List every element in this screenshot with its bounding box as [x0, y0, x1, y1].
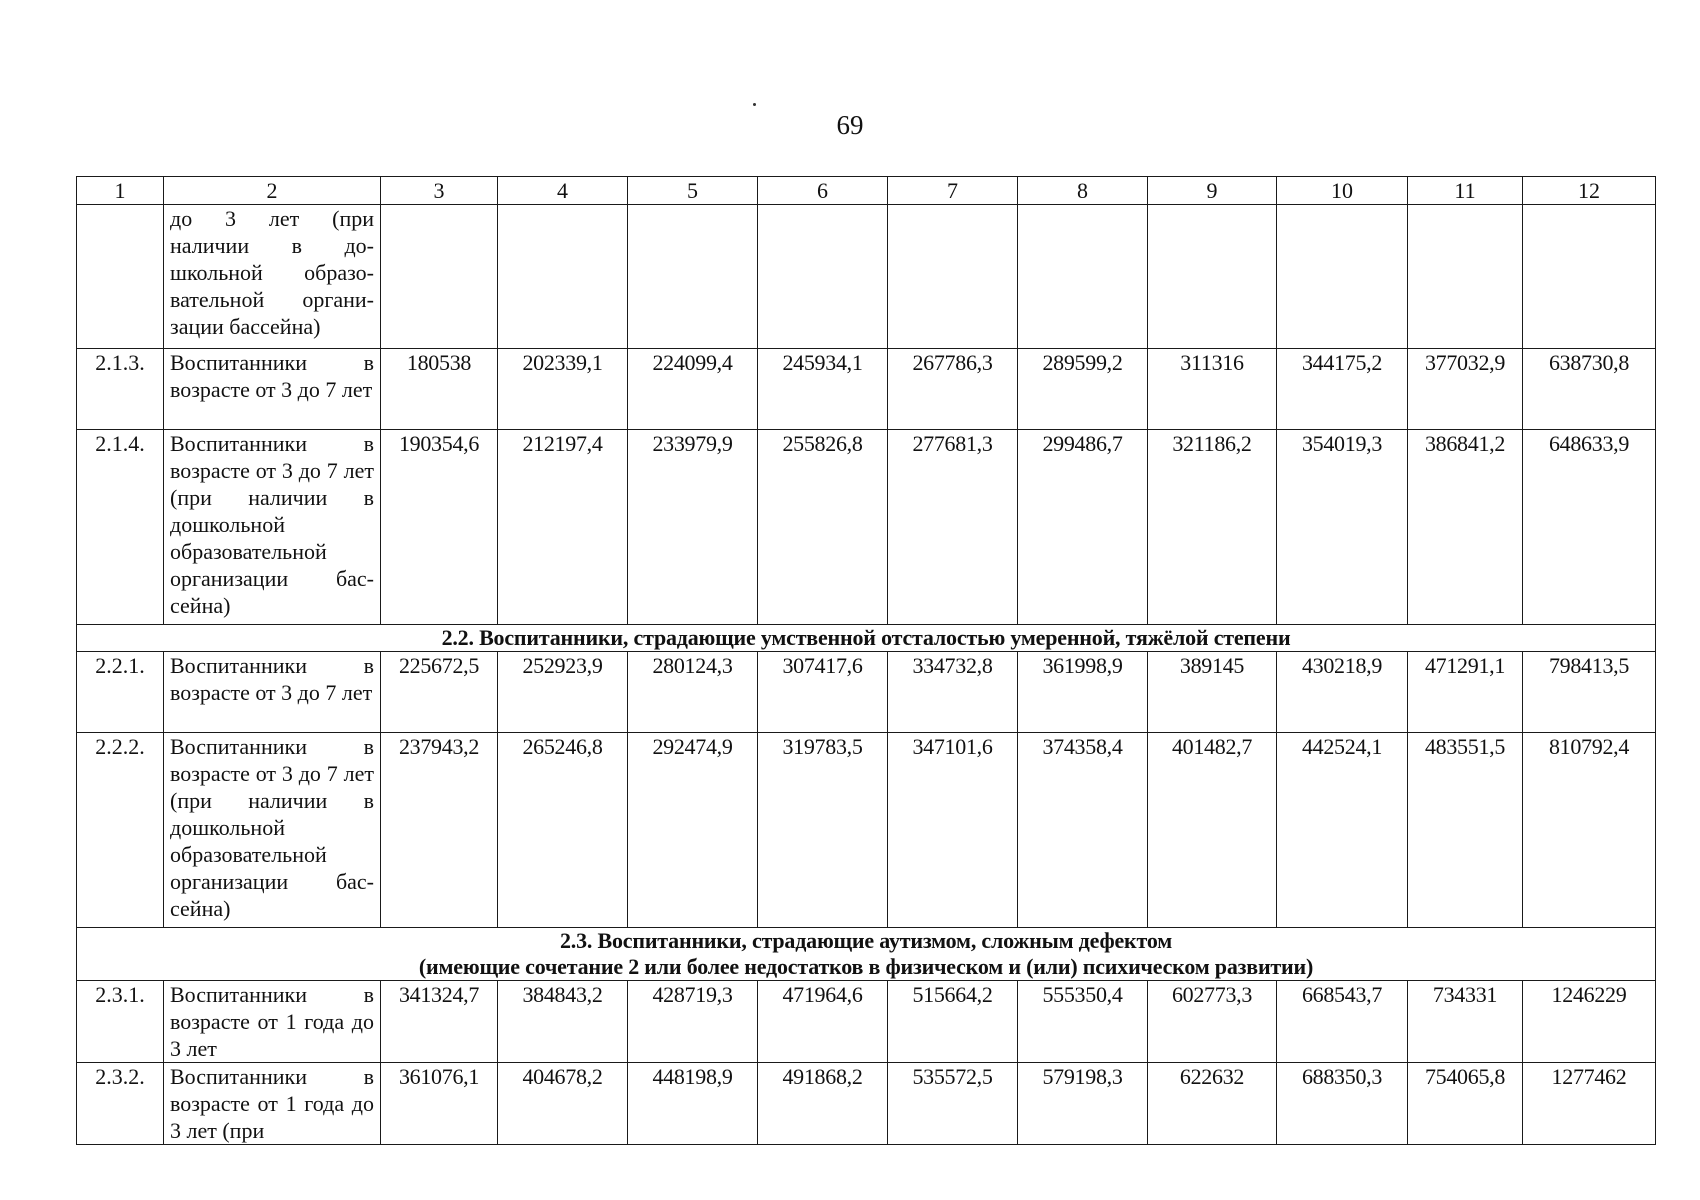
- table-row: [77, 1063, 1656, 1145]
- value-cell: 180538: [381, 349, 498, 430]
- value-cell: 361998,9: [1018, 652, 1148, 733]
- value-cell: 374358,4: [1018, 733, 1148, 928]
- header-cell: 7: [888, 177, 1018, 205]
- value-cell: 334732,8: [888, 652, 1018, 733]
- header-cell: 8: [1018, 177, 1148, 205]
- page-number: 69: [836, 110, 864, 140]
- row-description: Воспитанники в возрасте от 1 года до 3 лет (при: [164, 1063, 381, 1145]
- value-cell: 212197,4: [498, 430, 628, 625]
- header-cell: 6: [758, 177, 888, 205]
- value-cell: 535572,5: [888, 1063, 1018, 1145]
- row-code: 2.1.4.: [77, 430, 164, 625]
- value-cell: [1018, 205, 1148, 349]
- value-cell: [1277, 205, 1408, 349]
- table-row: [77, 430, 1656, 625]
- value-cell: 384843,2: [498, 981, 628, 1063]
- value-cell: 734331: [1408, 981, 1523, 1063]
- value-cell: 225672,5: [381, 652, 498, 733]
- value-cell: 688350,3: [1277, 1063, 1408, 1145]
- row-description: Воспитанники в возрасте от 3 до 7 лет: [164, 652, 381, 733]
- header-cell: 9: [1148, 177, 1277, 205]
- value-cell: 245934,1: [758, 349, 888, 430]
- header-cell: 3: [381, 177, 498, 205]
- value-cell: 798413,5: [1523, 652, 1656, 733]
- header-cell: 11: [1408, 177, 1523, 205]
- section-heading-line: 2.3. Воспитанники, страдающие аутизмом, сложным дефектом: [560, 928, 1172, 953]
- value-cell: 648633,9: [1523, 430, 1656, 625]
- value-cell: 602773,3: [1148, 981, 1277, 1063]
- value-cell: 1246229: [1523, 981, 1656, 1063]
- scan-speck: [753, 103, 756, 106]
- value-cell: [381, 205, 498, 349]
- tariff-table: [76, 176, 1656, 1145]
- section-heading: [77, 625, 1656, 652]
- header-cell: 2: [164, 177, 381, 205]
- value-cell: 754065,8: [1408, 1063, 1523, 1145]
- row-code: 2.1.3.: [77, 349, 164, 430]
- header-cell: 1: [77, 177, 164, 205]
- value-cell: 430218,9: [1277, 652, 1408, 733]
- value-cell: 579198,3: [1018, 1063, 1148, 1145]
- value-cell: 347101,6: [888, 733, 1018, 928]
- value-cell: 377032,9: [1408, 349, 1523, 430]
- value-cell: 622632: [1148, 1063, 1277, 1145]
- value-cell: 344175,2: [1277, 349, 1408, 430]
- table-row: [77, 733, 1656, 928]
- value-cell: 471291,1: [1408, 652, 1523, 733]
- value-cell: 361076,1: [381, 1063, 498, 1145]
- value-cell: 341324,7: [381, 981, 498, 1063]
- value-cell: 265246,8: [498, 733, 628, 928]
- header-cell: 10: [1277, 177, 1408, 205]
- value-cell: 321186,2: [1148, 430, 1277, 625]
- section-heading: [77, 928, 1656, 981]
- value-cell: 668543,7: [1277, 981, 1408, 1063]
- value-cell: 252923,9: [498, 652, 628, 733]
- value-cell: 483551,5: [1408, 733, 1523, 928]
- value-cell: 354019,3: [1277, 430, 1408, 625]
- value-cell: 491868,2: [758, 1063, 888, 1145]
- row-code: 2.2.2.: [77, 733, 164, 928]
- row-description: Воспитанники в возрасте от 3 до 7 лет: [164, 349, 381, 430]
- table-row: [77, 652, 1656, 733]
- value-cell: 404678,2: [498, 1063, 628, 1145]
- value-cell: 289599,2: [1018, 349, 1148, 430]
- section-heading-line: (имеющие сочетание 2 или более недостатков в физическом и (или) психическом развитии): [418, 954, 1314, 979]
- header-row: [77, 177, 1656, 205]
- value-cell: 515664,2: [888, 981, 1018, 1063]
- value-cell: 277681,3: [888, 430, 1018, 625]
- row-code: 2.3.2.: [77, 1063, 164, 1145]
- row-description: Воспитанники в возрасте от 3 до 7 лет (при наличии в дошкольной образовательной организации бассейна): [164, 430, 381, 625]
- table-row: [77, 349, 1656, 430]
- value-cell: 810792,4: [1523, 733, 1656, 928]
- value-cell: 638730,8: [1523, 349, 1656, 430]
- value-cell: 307417,6: [758, 652, 888, 733]
- value-cell: 389145: [1148, 652, 1277, 733]
- value-cell: 202339,1: [498, 349, 628, 430]
- row-description: до 3 лет (при наличии в дошкольной образовательной организации бассейна): [164, 205, 381, 349]
- value-cell: 1277462: [1523, 1063, 1656, 1145]
- table-body: [77, 205, 1656, 1145]
- section-row: [77, 928, 1656, 981]
- header-cell: 12: [1523, 177, 1656, 205]
- value-cell: [1148, 205, 1277, 349]
- value-cell: [758, 205, 888, 349]
- row-code: [77, 205, 164, 349]
- value-cell: [1408, 205, 1523, 349]
- table-row: [77, 205, 1656, 349]
- value-cell: [628, 205, 758, 349]
- value-cell: 471964,6: [758, 981, 888, 1063]
- value-cell: 224099,4: [628, 349, 758, 430]
- section-row: [77, 625, 1656, 652]
- value-cell: 311316: [1148, 349, 1277, 430]
- value-cell: 319783,5: [758, 733, 888, 928]
- value-cell: 386841,2: [1408, 430, 1523, 625]
- value-cell: 255826,8: [758, 430, 888, 625]
- value-cell: 233979,9: [628, 430, 758, 625]
- value-cell: 299486,7: [1018, 430, 1148, 625]
- value-cell: 292474,9: [628, 733, 758, 928]
- value-cell: 448198,9: [628, 1063, 758, 1145]
- value-cell: [888, 205, 1018, 349]
- value-cell: 442524,1: [1277, 733, 1408, 928]
- value-cell: 401482,7: [1148, 733, 1277, 928]
- header-cell: 4: [498, 177, 628, 205]
- value-cell: 555350,4: [1018, 981, 1148, 1063]
- row-code: 2.3.1.: [77, 981, 164, 1063]
- value-cell: [498, 205, 628, 349]
- row-description: Воспитанники в возрасте от 3 до 7 лет (при наличии в дошкольной образовательной организации бассейна): [164, 733, 381, 928]
- value-cell: 280124,3: [628, 652, 758, 733]
- value-cell: 428719,3: [628, 981, 758, 1063]
- row-description: Воспитанники в возрасте от 1 года до 3 лет: [164, 981, 381, 1063]
- section-heading-line: 2.2. Воспитанники, страдающие умственной отсталостью умеренной, тяжёлой степени: [441, 625, 1291, 650]
- row-code: 2.2.1.: [77, 652, 164, 733]
- value-cell: [1523, 205, 1656, 349]
- value-cell: 267786,3: [888, 349, 1018, 430]
- table-header: [77, 177, 1656, 205]
- table-row: [77, 981, 1656, 1063]
- header-cell: 5: [628, 177, 758, 205]
- value-cell: 237943,2: [381, 733, 498, 928]
- value-cell: 190354,6: [381, 430, 498, 625]
